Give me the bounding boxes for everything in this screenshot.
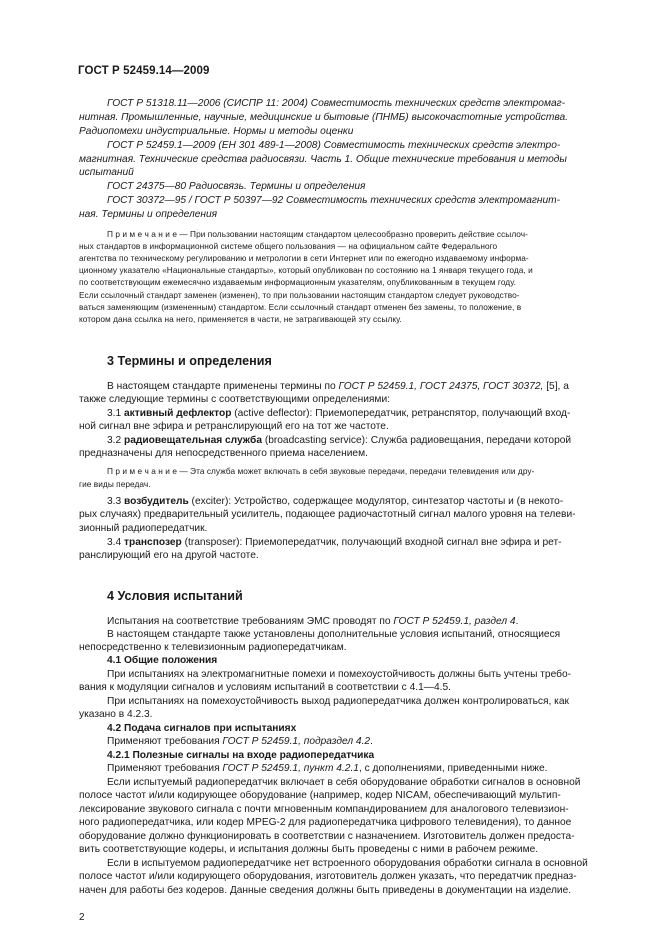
section-3-intro-line: также следующие термины с соответствующими определениями: xyxy=(79,394,390,405)
term-3-2: 3.2 радиовещательная служба (broadcasting service): Служба радиовещания, передачи которой xyxy=(107,435,572,446)
subsection-4-2-1-p2-line: оборудование должно функционировать в соответствии с назначением. Изготовитель должен предоста- xyxy=(79,831,575,842)
section-3-title: 3 Термины и определения xyxy=(107,354,272,368)
ref-line: ная. Термины и определения xyxy=(79,209,218,220)
subsection-4-2-p1: Применяют требования ГОСТ Р 52459.1, подраздел 4.2. xyxy=(107,736,373,747)
ref-line: ГОСТ 24375—80 Радиосвязь. Термины и определения xyxy=(107,181,366,192)
subsection-4-2-1-p2-line: ного радиопередатчика, или кодер MPEG-2 для радиопередатчика цифрового телевидения), то данное xyxy=(79,817,572,828)
note-line: котором дана ссылка на него, применяется в части, не затрагивающей эту ссылку. xyxy=(79,314,402,324)
note-paragraph: П р и м е ч а н и е — Эта служба может включать в себя звуковые передачи, передачи телевидения или дру- xyxy=(107,466,535,476)
subsection-4-1-p2: При испытаниях на помехоустойчивость выход радиопередатчика должен контролироваться, как xyxy=(107,696,569,707)
ref-line: ГОСТ Р 51318.11—2006 (СИСПР 11: 2004) Совместимость технических средств электромаг- xyxy=(107,98,566,109)
section-4-p1: Испытания на соответствие требованиям ЭМС проводят по ГОСТ Р 52459.1, раздел 4. xyxy=(107,616,519,627)
subsection-4-1-p1-line: вания к модуляции сигналов и условиям испытаний в соответствии с 4.1—4.5. xyxy=(79,682,451,693)
ref-line: нитная. Промышленные, научные, медицинские и бытовые (ПНМБ) высокочастотные устройства. xyxy=(79,112,568,123)
note-label: П р и м е ч а н и е xyxy=(107,229,177,239)
subsection-4-2-1-p3-line: полосе частот и/или кодирующего оборудования, изготовитель должен указать, что передатчик предназ- xyxy=(79,871,577,882)
ref-line: испытаний xyxy=(79,167,134,178)
subsection-4-1-title: 4.1 Общие положения xyxy=(107,655,218,666)
ref-line: магнитная. Технические средства радиосвязи. Часть 1. Общие технические требования и методы xyxy=(79,154,567,165)
term-3-2-line: предназначены для непосредственного приема населением. xyxy=(79,448,368,459)
note-label: П р и м е ч а н и е xyxy=(107,466,177,476)
note-paragraph: П р и м е ч а н и е — При пользовании настоящим стандартом целесообразно проверить действие ссылоч- xyxy=(107,229,528,239)
note-line: ционному указателю «Национальные стандарты», который опубликован по состоянию на 1 января текущего года, и xyxy=(79,265,533,275)
term-3-1-line: ной сигнал вне эфира и ретранслирующий его на тот же частоте. xyxy=(79,421,389,432)
subsection-4-1-p1: При испытаниях на электромагнитные помехи и помехоустойчивость должны быть учтены требо- xyxy=(107,669,572,680)
subsection-4-2-title: 4.2 Подача сигналов при испытаниях xyxy=(107,723,297,734)
note-line: по соответствующим ежемесячно издаваемым информационным указателям, опубликованным в текущем году. xyxy=(79,277,516,287)
term-3-4: 3.4 транспозер (transposer): Приемопередатчик, получающий входной сигнал вне эфира и рет- xyxy=(107,537,562,548)
document-header: ГОСТ Р 52459.14—2009 xyxy=(78,65,210,77)
term-3-3-line: рых случаях) предварительный усилитель, подающее радиочастотный сигнал малого уровня на телеви- xyxy=(79,509,576,520)
subsection-4-2-1-p2: Если испытуемый радиопередатчик включает в себя оборудование обработки сигналов в основной xyxy=(107,777,581,788)
section-4-p2: В настоящем стандарте также установлены дополнительные условия испытаний, относящиеся xyxy=(107,629,561,640)
subsection-4-2-1-p1: Применяют требования ГОСТ Р 52459.1, пункт 4.2.1, с дополнениями, приведенными ниже. xyxy=(107,763,548,774)
subsection-4-2-1-title: 4.2.1 Полезные сигналы на входе радиопередатчика xyxy=(107,750,375,761)
subsection-4-1-p2-line: указано в 4.2.3. xyxy=(79,709,153,720)
note-line: гие виды передач. xyxy=(79,479,151,489)
subsection-4-2-1-p3-line: начен для работы без кодеров. Данные сведения должны быть приведены в документации на изделие. xyxy=(79,885,572,896)
section-3-intro: В настоящем стандарте применены термины по ГОСТ Р 52459.1, ГОСТ 24375, ГОСТ 30372, [5], а xyxy=(107,381,569,392)
note-line: ваться заменяющим (измененным) стандартом. Если ссылочный стандарт отменен без замены, то положение, в xyxy=(79,302,522,312)
note-line: ных стандартов в информационной системе общего пользования — на официальном сайте Федерального xyxy=(79,241,498,251)
subsection-4-2-1-p2-line: вить соответствующие кодеры, и испытания должны быть проведены с ними в рабочем режиме. xyxy=(79,844,539,855)
subsection-4-2-1-p2-line: полосе частот и/или кодирующее оборудование (например, кодер NICAM, обеспечивающий мультип- xyxy=(79,790,561,801)
note-line: агентства по техническому регулированию и метрологии в сети Интернет или по ежегодно издаваемому информа- xyxy=(79,253,529,263)
term-3-3: 3.3 возбудитель (exciter): Устройство, содержащее модулятор, синтезатор частоты и (в некото- xyxy=(107,496,564,507)
subsection-4-2-1-p2-line: лексирование звукового сигнала с почти мгновенным компандированием для аналогового телевизион- xyxy=(79,804,569,815)
section-4-p2-line: непосредственно к телевизионным радиопередатчикам. xyxy=(79,642,347,653)
ref-line: ГОСТ 30372—95 / ГОСТ Р 50397—92 Совместимость технических средств электромагнит- xyxy=(107,195,561,206)
section-4-title: 4 Условия испытаний xyxy=(107,589,243,603)
ref-line: Радиопомехи индустриальные. Нормы и методы оценки xyxy=(79,126,354,137)
subsection-4-2-1-p3: Если в испытуемом радиопередатчике нет встроенного оборудования обработки сигнала в основной xyxy=(107,858,588,869)
term-3-1: 3.1 активный дефлектор (active deflector): Приемопередатчик, ретранспятор, получающий вход- xyxy=(107,408,571,419)
term-3-3-line: зионный радиопередатчик. xyxy=(79,523,208,534)
term-3-4-line: ранслирующий его на другой частоте. xyxy=(79,550,259,561)
ref-line: ГОСТ Р 52459.1—2009 (ЕН 301 489-1—2008) Совместимость технических средств электро- xyxy=(107,140,561,151)
page-number: 2 xyxy=(79,912,85,923)
note-line: Если ссылочный стандарт заменен (изменен), то при пользовании настоящим стандартом следует руководство- xyxy=(79,290,520,300)
